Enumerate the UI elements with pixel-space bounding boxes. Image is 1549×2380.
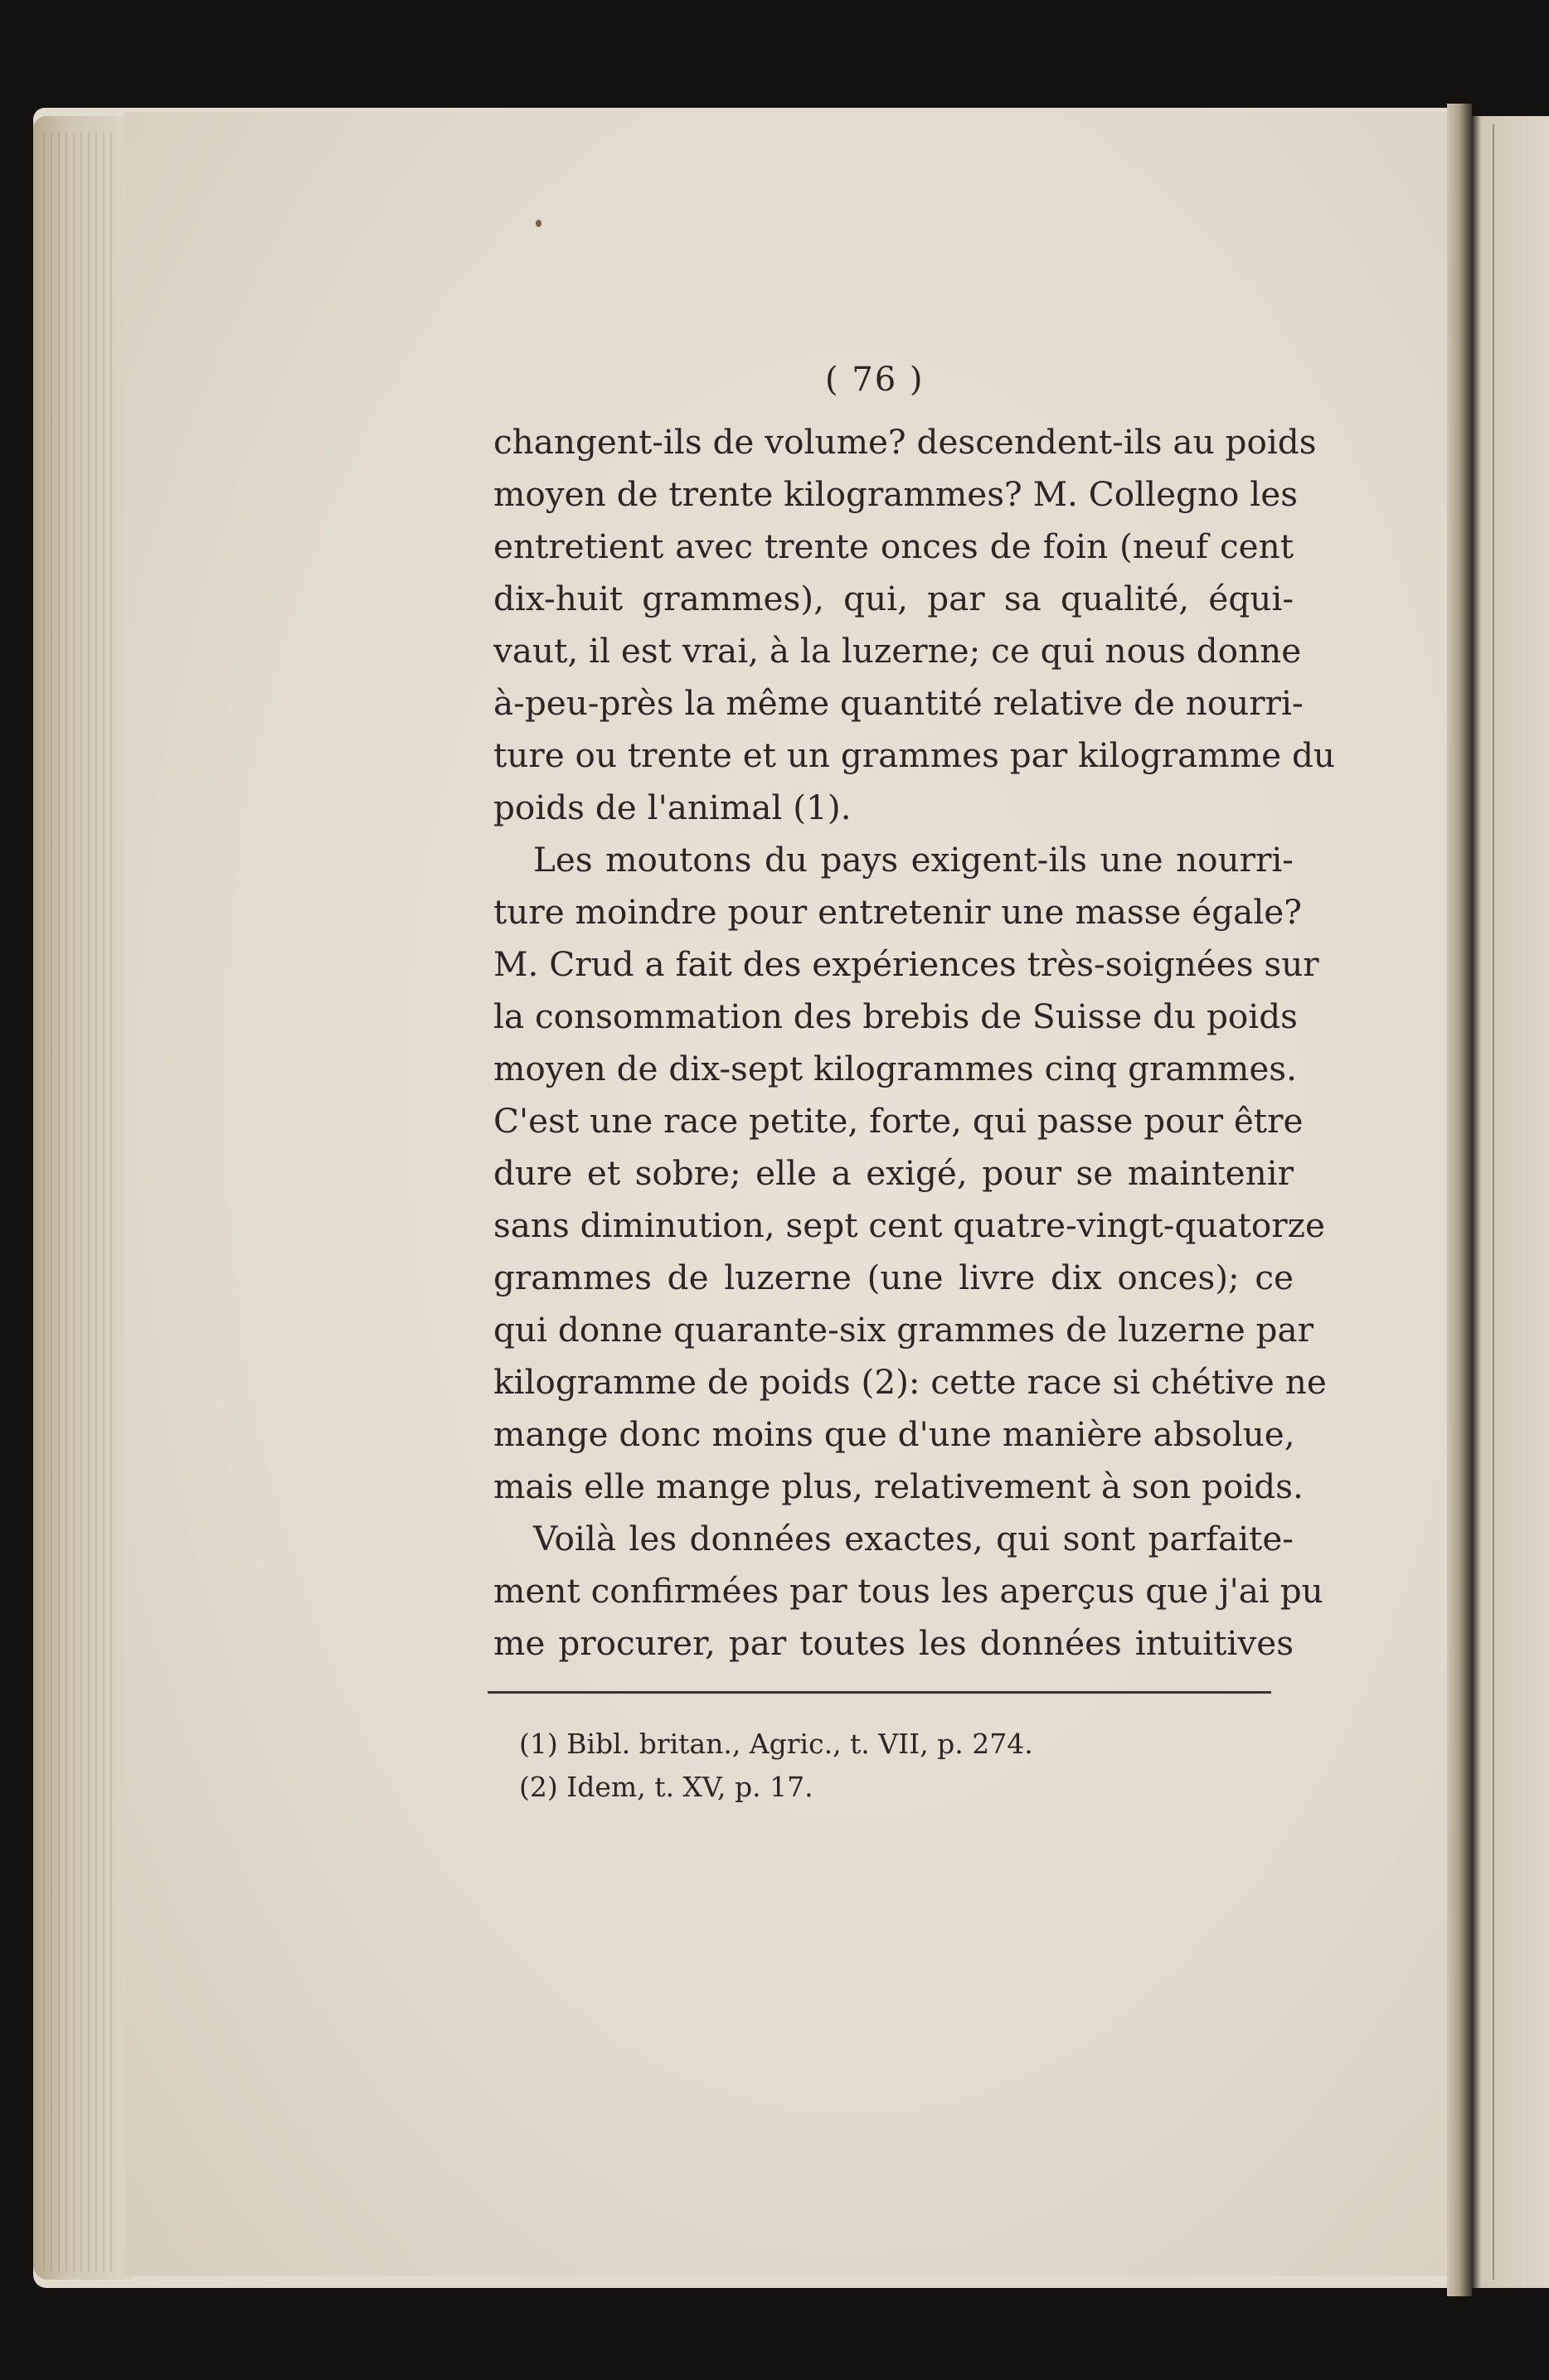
text-line: changent-ils de volume? descendent-ils au poids [493, 422, 1317, 462]
text-line: Les moutons du pays exigent-ils une nourri- [533, 840, 1294, 880]
text-line: entretient avec trente onces de foin (neuf cent [493, 526, 1294, 566]
text-line: poids de l'animal (1). [493, 788, 852, 827]
text-line: vaut, il est vrai, à la luzerne; ce qui nous donne [493, 631, 1302, 671]
page-gutter [1447, 104, 1472, 2296]
text-line: C'est une race petite, forte, qui passe pour être [493, 1101, 1304, 1141]
text-line: me procurer, par toutes les données intuitives [493, 1623, 1294, 1663]
page-stack-lines [43, 133, 118, 2271]
body-text [493, 416, 1335, 1670]
facing-page-edge [1472, 116, 1549, 2288]
text-line: ture moindre pour entretenir une masse égale? [493, 892, 1302, 932]
text-line: dure et sobre; elle a exigé, pour se maintenir [493, 1153, 1294, 1193]
text-line: grammes de luzerne (une livre dix onces); ce [493, 1258, 1294, 1297]
text-line: mais elle mange plus, relativement à son poids. [493, 1466, 1304, 1506]
text-line: la consommation des brebis de Suisse du poids [493, 996, 1298, 1036]
page-number: ( 76 ) [825, 361, 925, 399]
footnote-2: (2) Idem, t. XV, p. 17. [519, 1771, 813, 1803]
text-line: M. Crud a fait des expériences très-soignées sur [493, 944, 1319, 984]
text-line: qui donne quarante-six grammes de luzerne par [493, 1310, 1313, 1350]
text-line: à-peu-près la même quantité relative de nourri- [493, 683, 1304, 723]
facing-page-line [1493, 124, 1494, 2280]
text-line: mange donc moins que d'une manière absolue, [493, 1414, 1295, 1454]
footnote-rule [488, 1691, 1271, 1694]
footnotes [519, 1723, 1265, 1809]
ink-spot [536, 220, 541, 227]
text-line: Voilà les données exactes, qui sont parfaite- [533, 1519, 1294, 1558]
text-line: moyen de trente kilogrammes? M. Collegno les [493, 474, 1299, 514]
text-line: kilogramme de poids (2): cette race si chétive ne [493, 1362, 1327, 1402]
text-line: ment confirmées par tous les aperçus que j'ai pu [493, 1571, 1323, 1611]
footnote-1: (1) Bibl. britan., Agric., t. VII, p. 274. [519, 1728, 1033, 1760]
text-line: moyen de dix-sept kilogrammes cinq grammes. [493, 1049, 1297, 1088]
text-line: dix-huit grammes), qui, par sa qualité, équi- [493, 579, 1294, 618]
text-line: sans diminution, sept cent quatre-vingt-quatorze [493, 1205, 1325, 1245]
text-line: ture ou trente et un grammes par kilogramme du [493, 735, 1335, 775]
